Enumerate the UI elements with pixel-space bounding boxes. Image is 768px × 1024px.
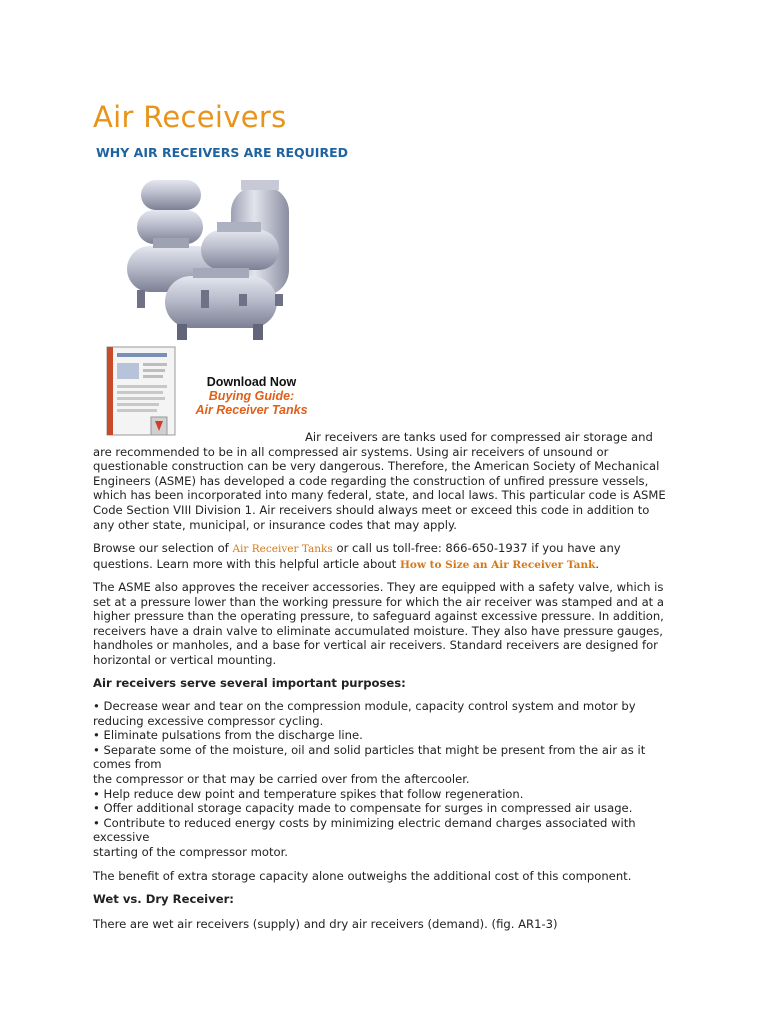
download-now-label: Download Now (206, 375, 297, 389)
list-item: • Offer additional storage capacity made to compensate for surges in compressed air usage. (93, 801, 633, 816)
buying-guide-label: Buying Guide: (208, 389, 295, 403)
purposes-heading: Air receivers serve several important purposes: (93, 676, 406, 690)
list-item: • Contribute to reduced energy costs by minimizing electric demand charges associated with excessive (93, 815, 636, 845)
guide-booklet-thumbnail (105, 345, 185, 440)
list-item: • Help reduce dew point and temperature spikes that follow regeneration. (93, 786, 524, 801)
list-item: • Eliminate pulsations from the discharge line. (93, 728, 363, 743)
list-item: • Separate some of the moisture, oil and solid particles that might be present from the air as it comes from (93, 742, 646, 772)
air-receiver-tanks-link[interactable]: Air Receiver Tanks (232, 543, 333, 555)
list-item: • Decrease wear and tear on the compression module, capacity control system and motor by reducing excessive compressor cycling. (93, 699, 636, 728)
promo-caption (189, 375, 314, 417)
guide-title-label: Air Receiver Tanks (195, 403, 308, 417)
list-item: the compressor or that may be carried over from the aftercooler. (93, 771, 470, 786)
accessories-paragraph: The ASME also approves the receiver accessories. They are equipped with a safety valve, which is set at a pressure lower than the working pressure for which the air receiver was stamped and at a higher pressure than the operating pressure, to safeguard against excessive pressure. In addition, receivers have a drain valve to eliminate accumulated moisture. They also have pressure gauges, handholes or manholes, and a base for vertical air receivers. Standard receivers are designed for horizontal or vertical mounting. (93, 580, 665, 667)
intro-paragraph: Air receivers are tanks used for compressed air storage and are recommended to be in all compressed air systems. Using air receivers of unsound or questionable construction can be very dangerous. Therefore, the American Society of Mechanical Engineers (ASME) has developed a code regarding the construction of unfired pressure vessels, which has been incorporated into many federal, state, and local laws. This particular code is ASME Code Section VIII Division 1. Air receivers should always meet or exceed this code in addition to any other state, municipal, or insurance codes that may apply. (93, 430, 666, 532)
air-receiver-tanks-photo (113, 168, 318, 348)
how-to-size-article-link[interactable]: How to Size an Air Receiver Tank (400, 558, 596, 571)
purposes-list (93, 699, 671, 860)
browse-paragraph: Browse our selection of Air Receiver Tanks or call us toll-free: 866-650-1937 if you have any questions. Learn more with this helpful article about How to Size an Air Receiver Tank. (93, 541, 621, 571)
page-title: Air Receivers (93, 100, 287, 134)
section-subtitle: WHY AIR RECEIVERS ARE REQUIRED (96, 145, 348, 160)
benefit-paragraph: The benefit of extra storage capacity alone outweighs the additional cost of this component. (93, 869, 632, 883)
buying-guide-promo[interactable] (105, 345, 320, 440)
list-item: starting of the compressor motor. (93, 844, 288, 859)
wet-dry-paragraph: There are wet air receivers (supply) and dry air receivers (demand). (fig. AR1-3) (93, 917, 558, 931)
wet-dry-heading: Wet vs. Dry Receiver: (93, 892, 234, 906)
